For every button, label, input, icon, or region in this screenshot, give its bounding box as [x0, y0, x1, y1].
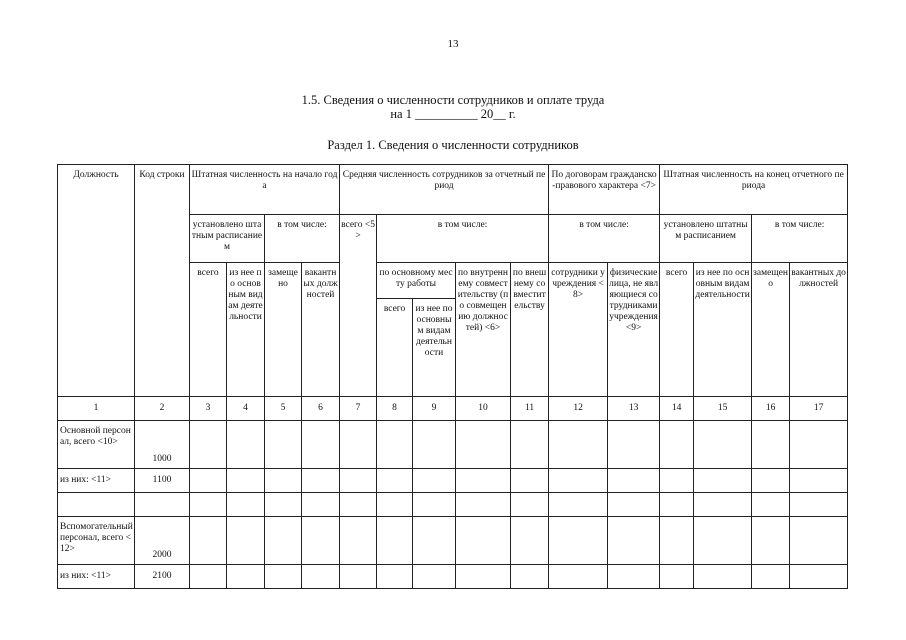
column-number: 10	[456, 397, 511, 421]
header-civil-employees: сотрудники учреждения <8>	[549, 263, 608, 397]
column-number: 15	[694, 397, 752, 421]
header-civil-individuals: физические лица, не являющиеся сотрудниками учреждения <9>	[608, 263, 660, 397]
header-staff-end-incl: в том числе:	[752, 215, 848, 263]
staff-count-table	[57, 164, 848, 589]
data-cell[interactable]	[265, 565, 302, 589]
header-staff-start-established: установлено штатным расписанием	[190, 215, 265, 263]
column-number: 7	[340, 397, 377, 421]
data-cell[interactable]	[549, 493, 608, 517]
heading-line-1: 1.5. Сведения о численности сотрудников и оплате труда	[301, 93, 605, 107]
data-cell[interactable]	[660, 421, 694, 469]
header-staff-end-total: всего	[660, 263, 694, 397]
data-cell[interactable]	[790, 565, 848, 589]
header-average-incl: в том числе:	[377, 215, 549, 263]
data-cell[interactable]	[660, 469, 694, 493]
data-cell[interactable]	[413, 517, 456, 565]
data-cell[interactable]	[340, 493, 377, 517]
data-cell[interactable]	[608, 421, 660, 469]
row-code: 1100	[135, 469, 190, 493]
data-cell[interactable]	[511, 565, 549, 589]
header-row-1	[58, 165, 848, 215]
header-staff-end-vacant: вакантных должностей	[790, 263, 848, 397]
table-row	[58, 469, 848, 493]
header-average-internal: по внутреннему совместительству (по совмещению должностей) <6>	[456, 263, 511, 397]
header-row-code: Код строки	[135, 165, 190, 397]
header-staff-start-occupied: замещено	[265, 263, 302, 397]
header-staff-start-total: всего	[190, 263, 227, 397]
data-cell[interactable]	[265, 421, 302, 469]
header-civil-incl: в том числе:	[549, 215, 660, 263]
data-cell[interactable]	[265, 493, 302, 517]
data-cell[interactable]	[511, 517, 549, 565]
data-cell[interactable]	[456, 517, 511, 565]
data-cell[interactable]	[413, 421, 456, 469]
data-cell[interactable]	[608, 565, 660, 589]
data-cell[interactable]	[608, 469, 660, 493]
data-cell[interactable]	[511, 493, 549, 517]
column-number: 1	[58, 397, 135, 421]
data-cell[interactable]	[227, 517, 265, 565]
data-cell[interactable]	[511, 469, 549, 493]
data-cell[interactable]	[377, 565, 413, 589]
data-cell[interactable]	[227, 421, 265, 469]
data-cell[interactable]	[265, 517, 302, 565]
data-cell[interactable]	[752, 565, 790, 589]
data-cell[interactable]	[549, 421, 608, 469]
header-average-main-total: всего	[377, 299, 413, 397]
column-number: 2	[135, 397, 190, 421]
page-number: 13	[447, 38, 459, 50]
header-staff-end-main: из нее по основным видам деятельности	[694, 263, 752, 397]
data-cell[interactable]	[752, 469, 790, 493]
data-cell[interactable]	[190, 565, 227, 589]
header-staff-start-vacant: вакантных должностей	[302, 263, 340, 397]
data-cell[interactable]	[302, 469, 340, 493]
column-number: 9	[413, 397, 456, 421]
column-number: 6	[302, 397, 340, 421]
data-cell[interactable]	[790, 493, 848, 517]
data-cell[interactable]	[227, 469, 265, 493]
data-cell[interactable]	[456, 421, 511, 469]
header-average-main-activity: из нее по основным видам деятельности	[413, 299, 456, 397]
data-cell[interactable]	[752, 421, 790, 469]
data-cell[interactable]	[549, 517, 608, 565]
table-row	[58, 421, 848, 469]
data-cell[interactable]	[377, 517, 413, 565]
data-cell[interactable]	[752, 493, 790, 517]
header-position: Должность	[58, 165, 135, 397]
header-average-main-job: по основному месту работы	[377, 263, 456, 299]
data-cell[interactable]	[790, 421, 848, 469]
column-number: 13	[608, 397, 660, 421]
data-cell[interactable]	[413, 565, 456, 589]
row-code: 1000	[135, 421, 190, 469]
column-number: 17	[790, 397, 848, 421]
data-cell[interactable]	[413, 469, 456, 493]
data-cell[interactable]	[660, 565, 694, 589]
column-number: 11	[511, 397, 549, 421]
data-cell[interactable]	[377, 493, 413, 517]
data-cell[interactable]	[340, 565, 377, 589]
header-average-external: по внешнему совместительству	[511, 263, 549, 397]
data-cell[interactable]	[413, 493, 456, 517]
header-staff-end: Штатная численность на конец отчетного периода	[660, 165, 848, 215]
data-cell[interactable]	[377, 421, 413, 469]
data-cell[interactable]	[340, 421, 377, 469]
data-cell[interactable]	[660, 517, 694, 565]
heading-line-2: на 1 __________ 20__ г.	[390, 107, 516, 121]
column-number: 5	[265, 397, 302, 421]
data-cell[interactable]	[190, 469, 227, 493]
column-number: 16	[752, 397, 790, 421]
header-staff-end-occupied: замещено	[752, 263, 790, 397]
data-cell[interactable]	[790, 469, 848, 493]
data-cell[interactable]	[227, 565, 265, 589]
data-cell[interactable]	[694, 421, 752, 469]
header-staff-start-main: из нее по основным видам деятельности	[227, 263, 265, 397]
data-cell[interactable]	[694, 493, 752, 517]
column-number: 4	[227, 397, 265, 421]
data-cell[interactable]	[190, 517, 227, 565]
data-cell[interactable]	[227, 493, 265, 517]
header-average-total: всего <5>	[340, 215, 377, 397]
row-code: 2000	[135, 517, 190, 565]
header-civil-contracts: По договорам гражданско-правового характера <7>	[549, 165, 660, 215]
row-label: из них: <11>	[58, 469, 135, 493]
data-cell[interactable]	[694, 469, 752, 493]
form-heading	[0, 93, 906, 121]
data-cell[interactable]	[456, 565, 511, 589]
data-cell[interactable]	[340, 517, 377, 565]
data-cell[interactable]	[377, 469, 413, 493]
data-cell[interactable]	[608, 517, 660, 565]
row-label: Основной персонал, всего <10>	[58, 421, 135, 469]
column-number-row	[58, 397, 848, 421]
header-staff-start: Штатная численность на начало года	[190, 165, 340, 215]
data-cell[interactable]	[790, 517, 848, 565]
header-average-count: Средняя численность сотрудников за отчетный период	[340, 165, 549, 215]
row-label	[58, 493, 135, 517]
data-cell[interactable]	[302, 517, 340, 565]
data-cell[interactable]	[302, 565, 340, 589]
data-cell[interactable]	[549, 565, 608, 589]
row-label: из них: <11>	[58, 565, 135, 589]
table-row	[58, 493, 848, 517]
data-cell[interactable]	[456, 469, 511, 493]
data-cell[interactable]	[456, 493, 511, 517]
row-code	[135, 493, 190, 517]
header-staff-end-established: установлено штатным расписанием	[660, 215, 752, 263]
data-cell[interactable]	[190, 421, 227, 469]
data-cell[interactable]	[694, 565, 752, 589]
data-cell[interactable]	[549, 469, 608, 493]
column-number: 14	[660, 397, 694, 421]
header-staff-start-incl: в том числе:	[265, 215, 340, 263]
data-cell[interactable]	[608, 493, 660, 517]
section-title: Раздел 1. Сведения о численности сотрудников	[327, 138, 579, 152]
data-cell[interactable]	[752, 517, 790, 565]
data-cell[interactable]	[190, 493, 227, 517]
row-code: 2100	[135, 565, 190, 589]
column-number: 3	[190, 397, 227, 421]
data-cell[interactable]	[694, 517, 752, 565]
column-number: 12	[549, 397, 608, 421]
data-cell[interactable]	[511, 421, 549, 469]
data-cell[interactable]	[660, 493, 694, 517]
table-row	[58, 565, 848, 589]
table-row	[58, 517, 848, 565]
data-cell[interactable]	[340, 469, 377, 493]
data-cell[interactable]	[302, 493, 340, 517]
column-number: 8	[377, 397, 413, 421]
data-cell[interactable]	[302, 421, 340, 469]
data-cell[interactable]	[265, 469, 302, 493]
row-label: Вспомогательный персонал, всего <12>	[58, 517, 135, 565]
